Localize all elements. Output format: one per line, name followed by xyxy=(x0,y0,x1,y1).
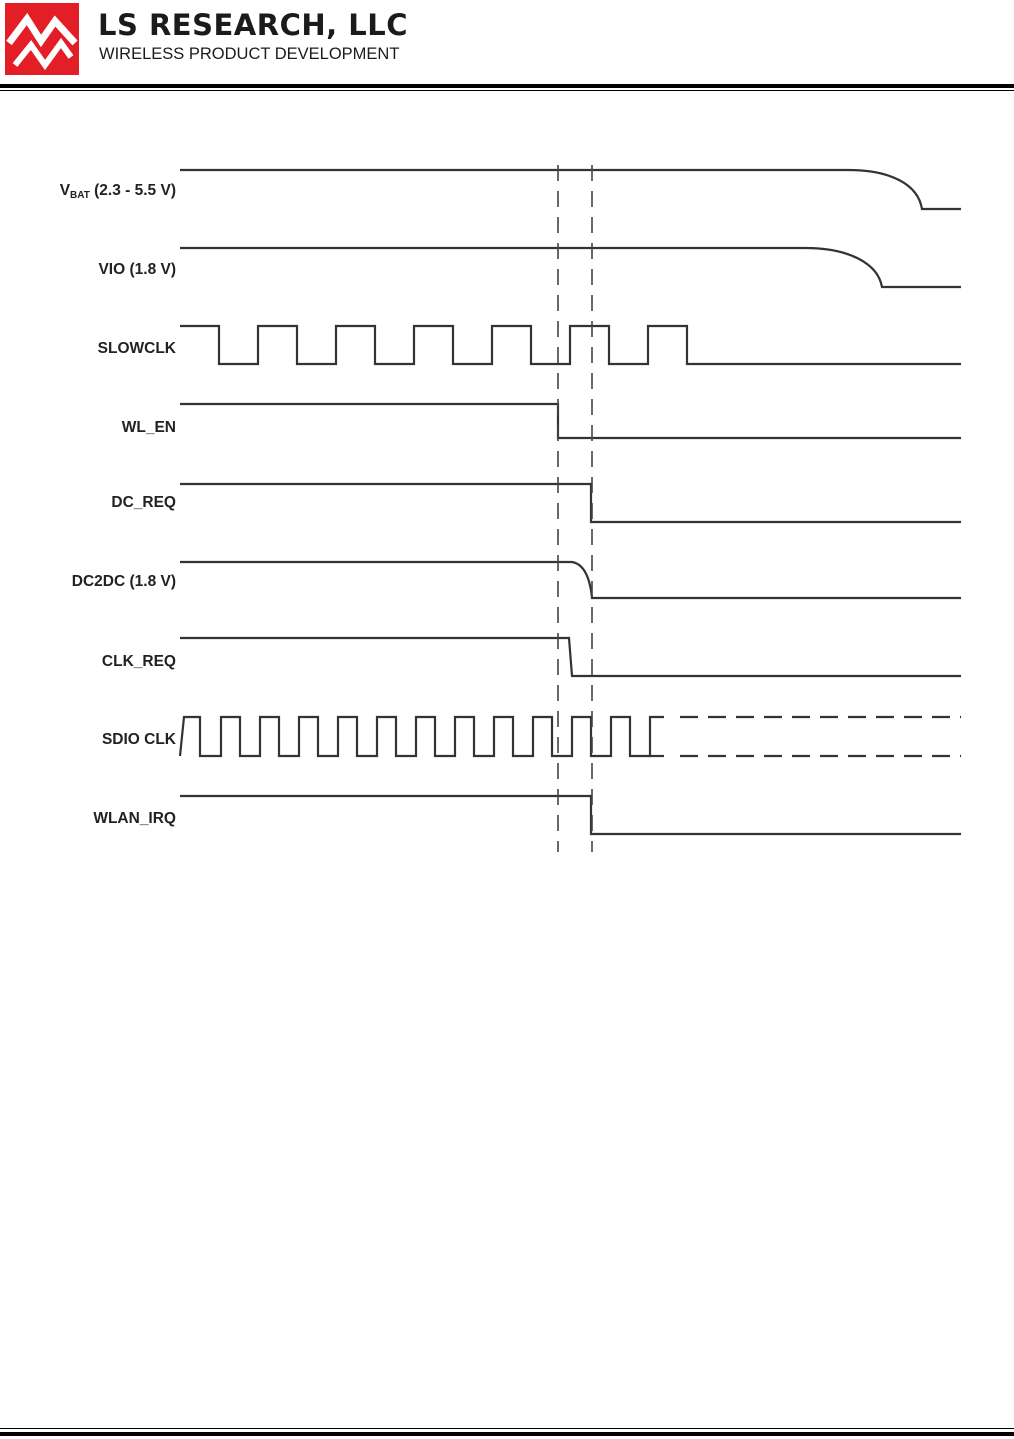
page-header xyxy=(0,0,1014,92)
waveform-vbat xyxy=(180,170,961,209)
timing-waveforms xyxy=(0,140,1014,860)
waveform-clk-req xyxy=(180,638,961,676)
signal-label-dc2dc: DC2DC (1.8 V) xyxy=(71,573,176,590)
waveform-wlan-irq xyxy=(180,796,961,834)
signal-label-wl-en: WL_EN xyxy=(121,419,176,436)
waveform-slowclk xyxy=(180,326,961,364)
signal-label-wlan-irq: WLAN_IRQ xyxy=(93,810,176,827)
waveform-dc2dc xyxy=(180,562,961,598)
company-tagline: WIRELESS PRODUCT DEVELOPMENT xyxy=(99,45,400,63)
footer-divider-thin xyxy=(0,1428,1014,1429)
waveform-dc-req xyxy=(180,484,961,522)
signal-label-vbat: $V_{BAT}$ (2.3 - 5.5 V) xyxy=(59,182,176,201)
company-name: LS RESEARCH, LLC xyxy=(98,8,408,42)
signal-label-slowclk: SLOWCLK xyxy=(97,340,176,357)
footer-divider-thick xyxy=(0,1432,1014,1436)
waveform-wl-en xyxy=(180,404,961,438)
signal-label-clk-req: CLK_REQ xyxy=(101,653,176,670)
ls-research-logo-icon xyxy=(5,3,79,75)
signal-label-dc-req: DC_REQ xyxy=(111,494,176,511)
signal-label-vio: VIO (1.8 V) xyxy=(98,261,176,278)
waveform-vio xyxy=(180,248,961,287)
header-divider-thin xyxy=(0,90,1014,91)
timing-diagram xyxy=(0,140,1014,860)
signal-label-sdio-clk: SDIO CLK xyxy=(101,731,176,748)
header-divider-thick xyxy=(0,84,1014,88)
